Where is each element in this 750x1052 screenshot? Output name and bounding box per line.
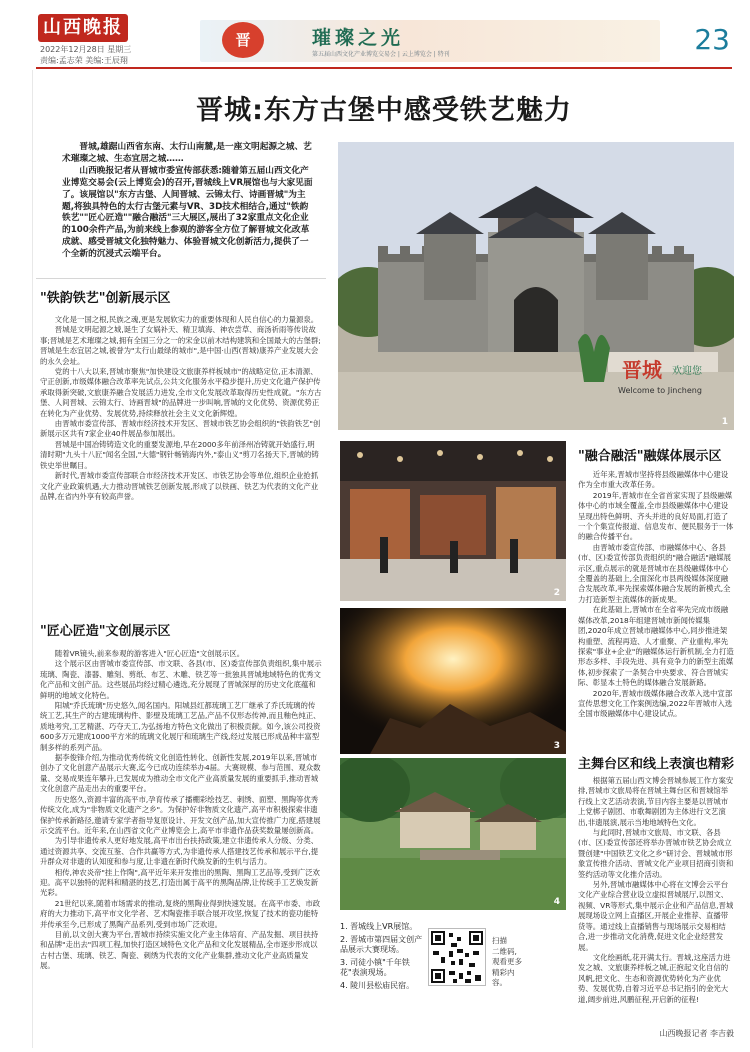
photo-number: 1 [721,417,728,427]
paragraph: 由晋城市委宣传部、市融媒体中心、各县(市、区)委宣传部负责组织的"融合融活"融媒展示区,重点展示的就是晋城市在县级融媒体中心全覆盖的基础上,全面深化市县两级媒体深度融合发展改革,率先探索媒体融合发展的新模式,全力打造新型主流媒体的新成果。 [578,542,731,604]
caption: 3. 司徒小镇"千年铁花"表演现场。 [340,957,410,978]
paragraph: 在此基础上,晋城市在全省率先完成市级融媒体改革,2018年组建晋城市新闻传媒集团,2020年成立晋城市融媒体中心,同步推进架构重塑、流程再造、人才重聚、产业重构,率先探索"事业+企业"的融媒体运行新机制,全力打造形态多样、手段先进、具有竞争力的新型主流媒体,初步探索了一条契合中央要求、符合晋城实际、彰显本土特色的媒体融合发展新路。 [578,605,734,688]
paragraph: 阳城"乔氏琉璃"历史悠久,闻名国内。阳城县红都琉璃工艺厂继承了乔氏琉璃的传统工艺,其生产的古建琉璃构件、影壁及琉璃工艺品,产品不仅形态传神,而且釉色纯正、质地考究,工艺精湛、巧夺天工,为弘扬地方特色文化做出了积极贡献。如今,该公司投资600多万元建成1000平方米的琉璃文化展厅和琉璃生产线,经过发展已形成品种丰富型制多样的系列产品。 [40,701,321,752]
photo-village-homestay [340,758,566,910]
welcome-sign-text: 晋城 [622,358,662,382]
paragraph: 与此同时,晋城市文旅局、市文联、各县(市、区)委宣传部还将举办晋城市铁艺协会成立暨创建"中国铁艺文化之乡"研讨会、晋城城市形象宣传推介活动、晋城文化产业项目招商引资和签约活动等文化推介活动。 [578,828,734,879]
section-body [40,315,322,607]
expo-mascot-icon: 晋 [222,22,264,58]
paragraph: 据李俊锋介绍,为推动优秀传统文化创造性转化、创新性发展,2019年以来,晋城市创办了文化创意产品展示大赛,迄今已成功连续举办4届。大赛规模、参与范围、观众数量、交易成果连年攀升,已发展成为推动全市文化产业高质量发展的重要抓手,推动晋城文化创意产品走出去的重要平台。 [40,753,321,794]
banner-title: 璀璨之光 [312,27,405,49]
paragraph: 这个展示区由晋城市委宣传部、市文联、各县(市、区)委宣传部负责组织,集中展示琉璃、陶瓷、漆器、雕刻、剪纸、布艺、木雕、铁艺等一批独具晋城地域特色的优秀文化产品和文创产品。这些展品均经过精心遴选,充分展现了晋城深厚的历史文化底蕴和鲜明的地域文化特色。 [40,659,322,700]
section-body [40,649,322,1044]
paragraph: 目前,以文创大赛为平台,晋城市持续实施文化产业主体培育、产品发掘、项目扶持和品牌"走出去"四项工程,加快打造区域特色文化产品和文化发展精品,全市逐步形成以古村古堡、琉璃、铁艺、陶瓷、刺绣为代表的文化产业集群,推动文化产业高质量发展。 [40,929,319,971]
masthead-rule [36,67,732,69]
headline: 晋城:东方古堡中感受铁艺魅力 [196,95,572,126]
photo-number: 4 [553,897,560,907]
photo-iron-flower-show [340,608,566,754]
exhibition-hall-illustration [340,441,566,601]
paragraph: 晋城是文明起源之城,诞生了女娲补天、精卫填海、神农尝草、商汤祈雨等传说故事;晋城是艺术璀璨之城,拥有全国三分之一的宋金以前木结构建筑和全国最大的古堡群;晋城是生态宜居之城,被誉为"太行山最绿的城市",是中国·山西(晋城)康养产业发展大会的永久会址。 [40,325,321,366]
paragraph: 相传,神农炎帝"挂上作陶",高平近年来开发推出的黑陶、黑陶工艺品等,受到广泛欢迎。高平以独特的泥料和精湛的技艺,打造出属于高平的黑陶品牌,让传统手工艺焕发新光彩。 [40,867,320,898]
paragraph: 2019年,晋城市在全省首家实现了县级融媒体中心的市域全覆盖,全市县级融媒体中心建设呈现出特色鲜明、齐头并进的良好局面,打造了一个个集宣传报道、信息发布、便民服务于一体的融合传播平台。 [578,490,734,542]
photo-exhibition-hall [340,441,566,601]
section-heading: 主舞台区和线上表演也精彩 [578,757,735,772]
caption: 4. 陵川县松庙民宿。 [340,980,415,990]
date-line: 2022年12月28日 星期三 [40,45,132,54]
photo-number: 3 [553,741,560,751]
page-left-rule [32,70,33,1048]
qr-text-line: 观看更多 [492,957,522,966]
qr-text-line: 扫描 [492,936,507,945]
newspaper-logo: 山西晚报 [38,14,128,42]
section-heading: "融合融活"融媒体展示区 [578,449,722,464]
hero-photo-castle [338,142,734,430]
paragraph: 文化是一国之根,民族之魂,更是发展软实力的重要体现和人民自信心的力量源泉。 [54,315,319,324]
paragraph: 另外,晋城市融媒体中心将在文博会云平台文化产业综合营业设立虚拟晋城展厅,以图文、视频、VR等形式,集中展示企业和产品信息,晋城展现场设立网上直播区,开展企业推荐、直播带货等。通过线上直播销售与现场展示交易相结合,进一步推动文化消费,促进文化企业经营发展。 [578,880,734,952]
paragraph: 2020年,晋城市级媒体融合改革入选中宣部宣传思想文化工作案例选编,2022年晋城市入选全国市级融媒体中心建设试点。 [578,688,733,719]
paragraph: 为引导非遗传承人更好地发展,高平市出台扶持政策,建立非遗传承人分级、分类、通过资源共享、交流互鉴、合作共赢等方式,为非遗传承人搭建技艺传承和展示平台,提升群众对非遗的认知度和参与度,让非遗在新时代焕发新的生机与活力。 [40,836,319,867]
paragraph: 近年来,晋城市坚持将县级融媒体中心建设作为全市重大改革任务。 [578,470,729,490]
paragraph: 历史悠久,资源丰富的高平市,孕育传承了播棚彩绘技艺、刺绣、面塑、黑陶等优秀传统文化,成为"非物质文化遗产之乡"。为保护好非物质文化遗产,高平市积极探索非遗保护传承新路径,邀请专家学者指导复原设计、开发文创产品,加大宣传推广力度,搭建展示交流平台。近年来,在山西省文化产业博览会上,高平市非遗作品获奖数量屡创新高。 [40,794,321,835]
section-body [578,776,734,1023]
paragraph: 党的十八大以来,晋城市聚焦"加快建设文旅康养样板城市"的战略定位,正本清源、守正创新,市级媒体融合改革率先试点,公共文化服务水平稳步提升,历史文化遗产保护传承取得新突破,文旅康养融合发展活力进发,全市文化发展改革取得历史性成就。"东方古堡、人间晋城、云锦太行、诗画晋城"的品牌进一步叫响,晋城的文化优势、资源优势正在转化为产业优势、发展优势,持续释放社会主义文化新辉煌。 [40,367,322,418]
qr-text-line: 容。 [492,978,507,987]
banner-subtitle: 第五届山西文化产业博览交易会 | 云上博览会 | 特刊 [312,51,450,58]
lead-paragraphs [62,142,314,261]
paragraph: 21世纪以来,随着市场需求的推动,复烧的黑陶业得到快速发展。在高平市委、市政府的大力推动下,高平市文化学者、艺术陶瓷推手联合展开攻坚,恢复了技术的瓷功能特并传承至今,已形成了黑陶产品系列,受到市场广泛欢迎。 [40,898,321,929]
section-heading: "铁韵铁艺"创新展示区 [40,291,171,306]
paragraph: 晋城是中国冶铸铸造文化的重要发源地,早在2000多年前泽州冶铸就开始盛行,明清时期"九头十八匠"闻名全国,"大德"钢针畅销海内外,"泰山义"剪刀名扬天下,晋城的铸铁史举世瞩目。 [40,439,319,470]
section-heading: "匠心匠造"文创展示区 [40,624,171,639]
qr-code-pattern [429,929,485,985]
qr-instructions [492,936,522,989]
paragraph: 文化绘画纸,花开满太行。晋城,这座活力进发之城、文旅康养样板之城,正抱起文化自信的风帆,把文化、生态和资源优势转化为产业优势、发展优势,自着习近平总书记指引的金光大道,阔步前进,风鹏征程,开启新的征程! [578,952,731,1004]
welcome-sign-script: 欢迎您 [672,366,702,377]
qr-text-line: 精彩内 [492,967,515,977]
village-illustration [340,758,566,910]
page-number: 23 [694,23,730,56]
caption: 1. 晋城线上VR展馆。 [340,922,418,931]
photo-captions [340,922,424,994]
lead-paragraph: 晋城,雄踞山西省东南、太行山南麓,是一座文明起源之城、艺术璀璨之城、生态宜居之城…… [62,142,312,164]
qr-code-icon[interactable] [428,928,486,986]
paragraph: 随着VR镜头,前来参观的游客进入"匠心匠造"文创展示区。 [54,649,245,658]
editor-line: 责编:孟志荣 美编:王辰翔 [40,56,128,65]
paragraph: 新时代,晋城市委宣传部联合市经济技术开发区、市铁艺协会等单位,组织企业抢抓文化产业政策机遇,大力推动晋城铁艺创新发展,形成了以铁画、铁艺为代表的文化产业品牌,在省内外享有较高声誉。 [40,471,319,501]
iron-flower-illustration [340,608,566,754]
masthead [0,0,750,70]
lead-paragraph: 山西晚报记者从晋城市委宣传部获悉:随着第五届山西文化产业博览交易会(云上博览会)的召开,晋城线上VR展馆也与大家见面了。该展馆以"东方古堡、人间晋城、云锦太行、诗画晋城"为主题,将独具特色的太行古堡元素与VR、3D技术相结合,通过"铁韵铁艺""匠心匠造""融合融活"三大展区,展出了32家重点文化企业的100余件产品,为前来线上参观的游客全方位了解晋城文化改革成就、感受晋城文化独特魅力、体验晋城文化创新活力,提供了一个全新的沉浸式云端平台。 [62,165,313,260]
photo-number: 2 [553,588,560,598]
qr-text-line: 二维码, [492,946,517,956]
welcome-sign-english: Welcome to Jincheng [618,386,702,395]
byline: 山西晚报记者 李吉毅 [659,1029,734,1038]
caption: 2. 晋城市第四届文创产品展示大赛现场。 [340,934,423,955]
paragraph: 根据第五届山西文博会晋城参展工作方案安排,晋城市文旅局将在晋城主舞台区和晋城馆举行线上文艺活动表演,节目内容主要是以晋城市上党梆子剧团、市歌舞剧团为主体进行文艺演出,非遗展演,展示当地地域特色文化。 [578,776,734,827]
section-body [578,470,734,746]
paragraph: 由晋城市委宣传部、晋城市经济技术开发区、晋城市铁艺协会组织的"铁韵铁艺"创新展示区共有7家企业40件展品参加展出。 [40,419,321,439]
lead-divider [36,278,326,279]
